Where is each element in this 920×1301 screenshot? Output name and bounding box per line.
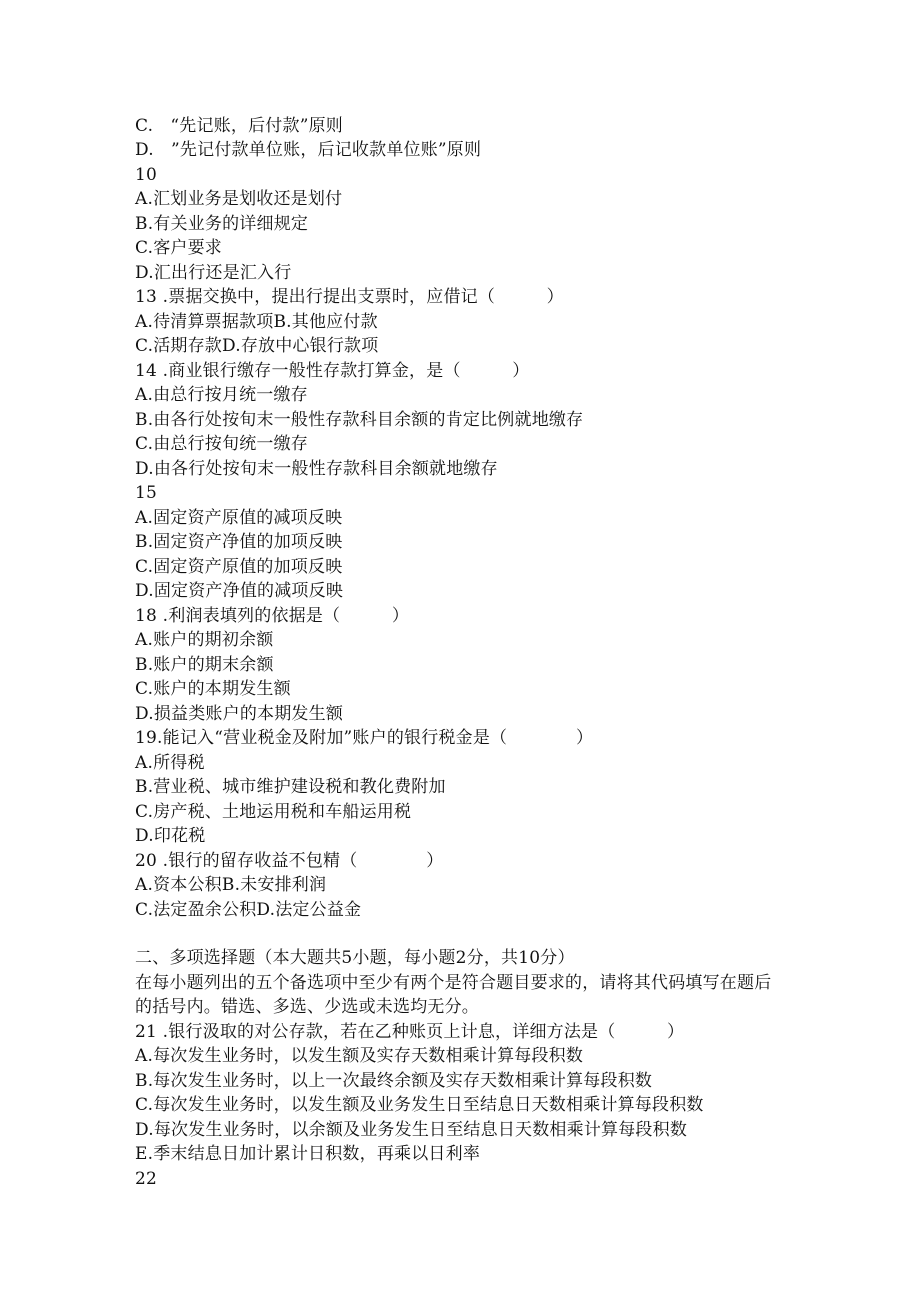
text-line: B.固定资产净值的加项反映 xyxy=(135,532,343,552)
text-line: B.营业税、城市维护建设税和教化费附加 xyxy=(135,777,446,797)
text-line: B.由各行处按旬末一般性存款科目余额的肯定比例就地缴存 xyxy=(135,410,584,430)
question-number: 22 xyxy=(135,1169,158,1189)
text-line: A.账户的期初余额 xyxy=(135,630,274,650)
question-text: 20 .银行的留存收益不包精（ ） xyxy=(135,851,444,871)
text-line: D.固定资产净值的减项反映 xyxy=(135,581,344,601)
question-text: 14 .商业银行缴存一般性存款打算金，是（ ） xyxy=(135,361,530,381)
text-line: D.每次发生业务时，以余额及业务发生日至结息日天数相乘计算每段积数 xyxy=(135,1120,688,1140)
text-line: A.资本公积B.未安排利润 xyxy=(135,875,327,895)
question-text: 21 .银行汲取的对公存款，若在乙种账页上计息，详细方法是（ ） xyxy=(135,1022,685,1042)
text-line: A.所得税 xyxy=(135,753,205,773)
text-line: C.房产税、土地运用税和车船运用税 xyxy=(135,802,412,822)
question-text: 19.能记入“营业税金及附加”账户的银行税金是（ ） xyxy=(135,728,594,748)
text-line: C.客户要求 xyxy=(135,238,223,258)
question-text: 18 .利润表填列的依据是（ ） xyxy=(135,606,410,626)
text-line: A.汇划业务是划收还是划付 xyxy=(135,189,343,209)
text-line: A.由总行按月统一缴存 xyxy=(135,385,308,405)
text-line: A.待清算票据款项B.其他应付款 xyxy=(135,312,378,332)
question-number: 15 xyxy=(135,483,158,503)
text-line: D.印花税 xyxy=(135,826,206,846)
text-line: C.由总行按旬统一缴存 xyxy=(135,434,309,454)
text-line: D.汇出行还是汇入行 xyxy=(135,263,292,283)
text-line: B.账户的期末余额 xyxy=(135,655,274,675)
text-line: B.有关业务的详细规定 xyxy=(135,214,309,234)
text-line: D.损益类账户的本期发生额 xyxy=(135,704,344,724)
question-text: 13 .票据交换中，提出行提出支票时，应借记（ ） xyxy=(135,287,564,307)
section-heading: 二、多项选择题（本大题共5小题，每小题2分，共10分） xyxy=(135,948,575,968)
instruction-text: 的括号内。错选、多选、少选或未选均无分。 xyxy=(135,997,479,1017)
text-line: C.固定资产原值的加项反映 xyxy=(135,557,343,577)
text-line: A.固定资产原值的减项反映 xyxy=(135,508,343,528)
text-line: A.每次发生业务时，以发生额及实存天数相乘计算每段积数 xyxy=(135,1046,584,1066)
text-line: C.法定盈余公积D.法定公益金 xyxy=(135,900,362,920)
text-line: B.每次发生业务时，以上一次最终余额及实存天数相乘计算每段积数 xyxy=(135,1071,653,1091)
text-line: C.每次发生业务时，以发生额及业务发生日至结息日天数相乘计算每段积数 xyxy=(135,1095,704,1115)
question-number: 10 xyxy=(135,165,158,185)
text-line: D.由各行处按旬末一般性存款科目余额就地缴存 xyxy=(135,459,498,479)
text-line: C.账户的本期发生额 xyxy=(135,679,291,699)
text-line: C.活期存款D.存放中心银行款项 xyxy=(135,336,379,356)
text-line: C. “先记账，后付款”原则 xyxy=(135,116,343,136)
text-line: D. ”先记付款单位账，后记收款单位账”原则 xyxy=(135,140,482,160)
instruction-text: 在每小题列出的五个备选项中至少有两个是符合题目要求的，请将其代码填写在题后 xyxy=(135,973,772,993)
text-line: E.季末结息日加计累计日积数，再乘以日利率 xyxy=(135,1144,481,1164)
